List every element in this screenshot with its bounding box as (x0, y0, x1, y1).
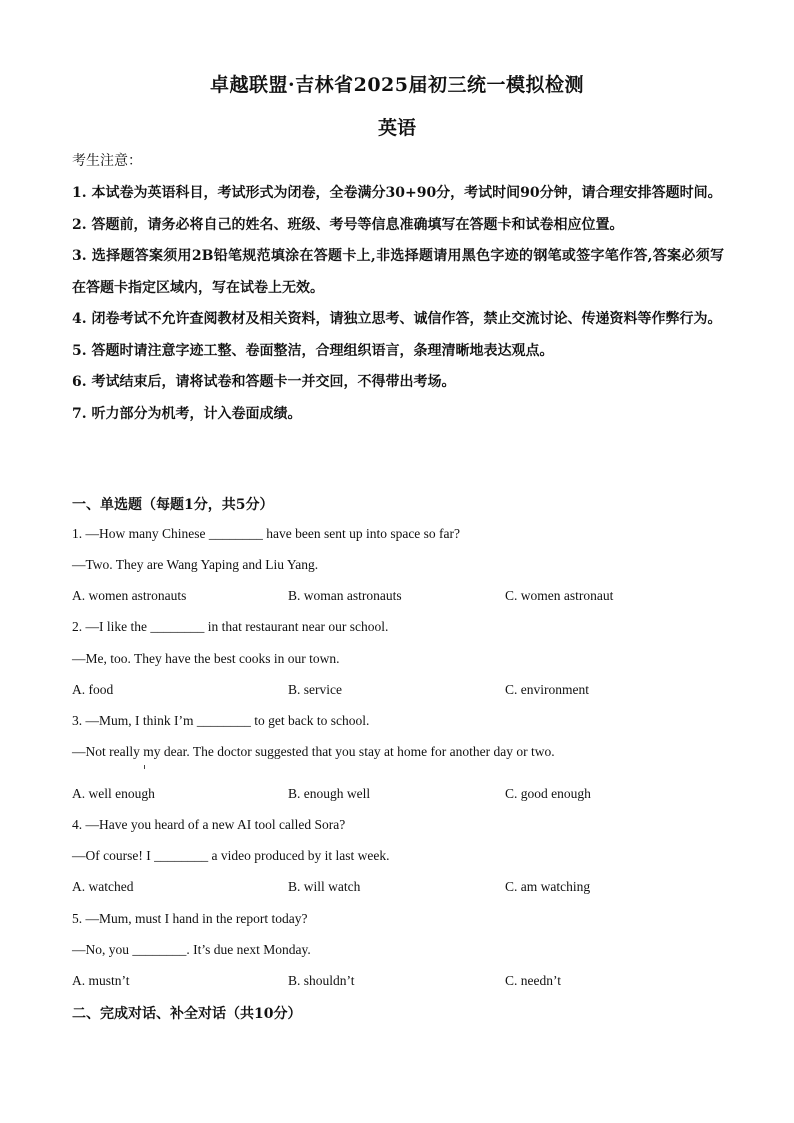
option-b: B. will watch (288, 879, 361, 894)
notice-item: 5. 答题时请注意字迹工整、卷面整洁，合理组织语言，条理清晰地表达观点。 (72, 342, 554, 359)
option-c: C. am watching (505, 879, 591, 894)
notice-heading: 考生注意： (72, 153, 142, 169)
option-b: B. enough well (288, 786, 371, 801)
option-b: B. service (288, 682, 342, 697)
notice-item: 7. 听力部分为机考，计入卷面成绩。 (72, 405, 302, 422)
question-4-options (72, 879, 724, 899)
notice-list (72, 178, 724, 430)
question-4-reply: —Of course! I ________ a video produced by it last week. (72, 848, 390, 863)
comma-mark (144, 765, 145, 769)
question-2-reply: —Me, too. They have the best cooks in our town. (72, 651, 340, 666)
question-1-stem: 1. —How many Chinese ________ have been sent up into space so far? (72, 526, 461, 541)
question-3-stem: 3. —Mum, I think I’m ________ to get back to school. (72, 713, 370, 728)
option-b: B. woman astronauts (288, 588, 402, 603)
option-a: A. well enough (72, 786, 155, 801)
question-5-reply: —No, you ________. It’s due next Monday. (72, 942, 311, 957)
notice-item: 6. 考试结束后，请将试卷和答题卡一并交回，不得带出考场。 (72, 374, 456, 390)
option-a: A. women astronauts (72, 588, 187, 603)
option-c: C. needn’t (505, 973, 561, 988)
exam-subject: 英语 (377, 117, 416, 139)
question-3-options (72, 786, 724, 806)
option-c: C. women astronaut (505, 588, 614, 603)
question-5-options (72, 973, 724, 993)
option-a: A. watched (72, 879, 134, 894)
question-1-options (72, 588, 724, 608)
exam-title: 卓越联盟·吉林省2025届初三统一模拟检测 (210, 74, 584, 96)
notice-item: 1. 本试卷为英语科目，考试形式为闭卷，全卷满分30+90分，考试时间90分钟，请合理安排答题时间。 (72, 185, 722, 201)
option-a: A. food (72, 682, 114, 697)
question-4-stem: 4. —Have you heard of a new AI tool called Sora? (72, 817, 346, 832)
notice-item: 4. 闭卷考试不允许查阅教材及相关资料，请独立思考、诚信作答，禁止交流讨论、传递资料等作弊行为。 (72, 311, 722, 327)
notice-item: 3. 选择题答案须用2B铅笔规范填涂在答题卡上,非选择题请用黑色字迹的钢笔或签字笔作答,答案必须写在答题卡指定区域内，写在试卷上无效。 (72, 248, 724, 296)
question-5-stem: 5. —Mum, must I hand in the report today? (72, 911, 308, 926)
question-2-options (72, 682, 724, 702)
section-2-title: 二、完成对话、补全对话（共10分） (72, 1006, 302, 1022)
option-a: A. mustn’t (72, 973, 130, 988)
option-c: C. environment (505, 682, 589, 697)
notice-item: 2. 答题前，请务必将自己的姓名、班级、考号等信息准确填写在答题卡和试卷相应位置。 (72, 216, 624, 233)
option-b: B. shouldn’t (288, 973, 355, 988)
question-2-stem: 2. —I like the ________ in that restaurant near our school. (72, 619, 389, 634)
option-c: C. good enough (505, 786, 591, 801)
question-1-reply: —Two. They are Wang Yaping and Liu Yang. (72, 557, 319, 572)
question-3-reply: —Not really my dear. The doctor suggested that you stay at home for another day or two. (72, 744, 555, 759)
section-1-title: 一、单选题（每题1分，共5分） (72, 497, 274, 513)
